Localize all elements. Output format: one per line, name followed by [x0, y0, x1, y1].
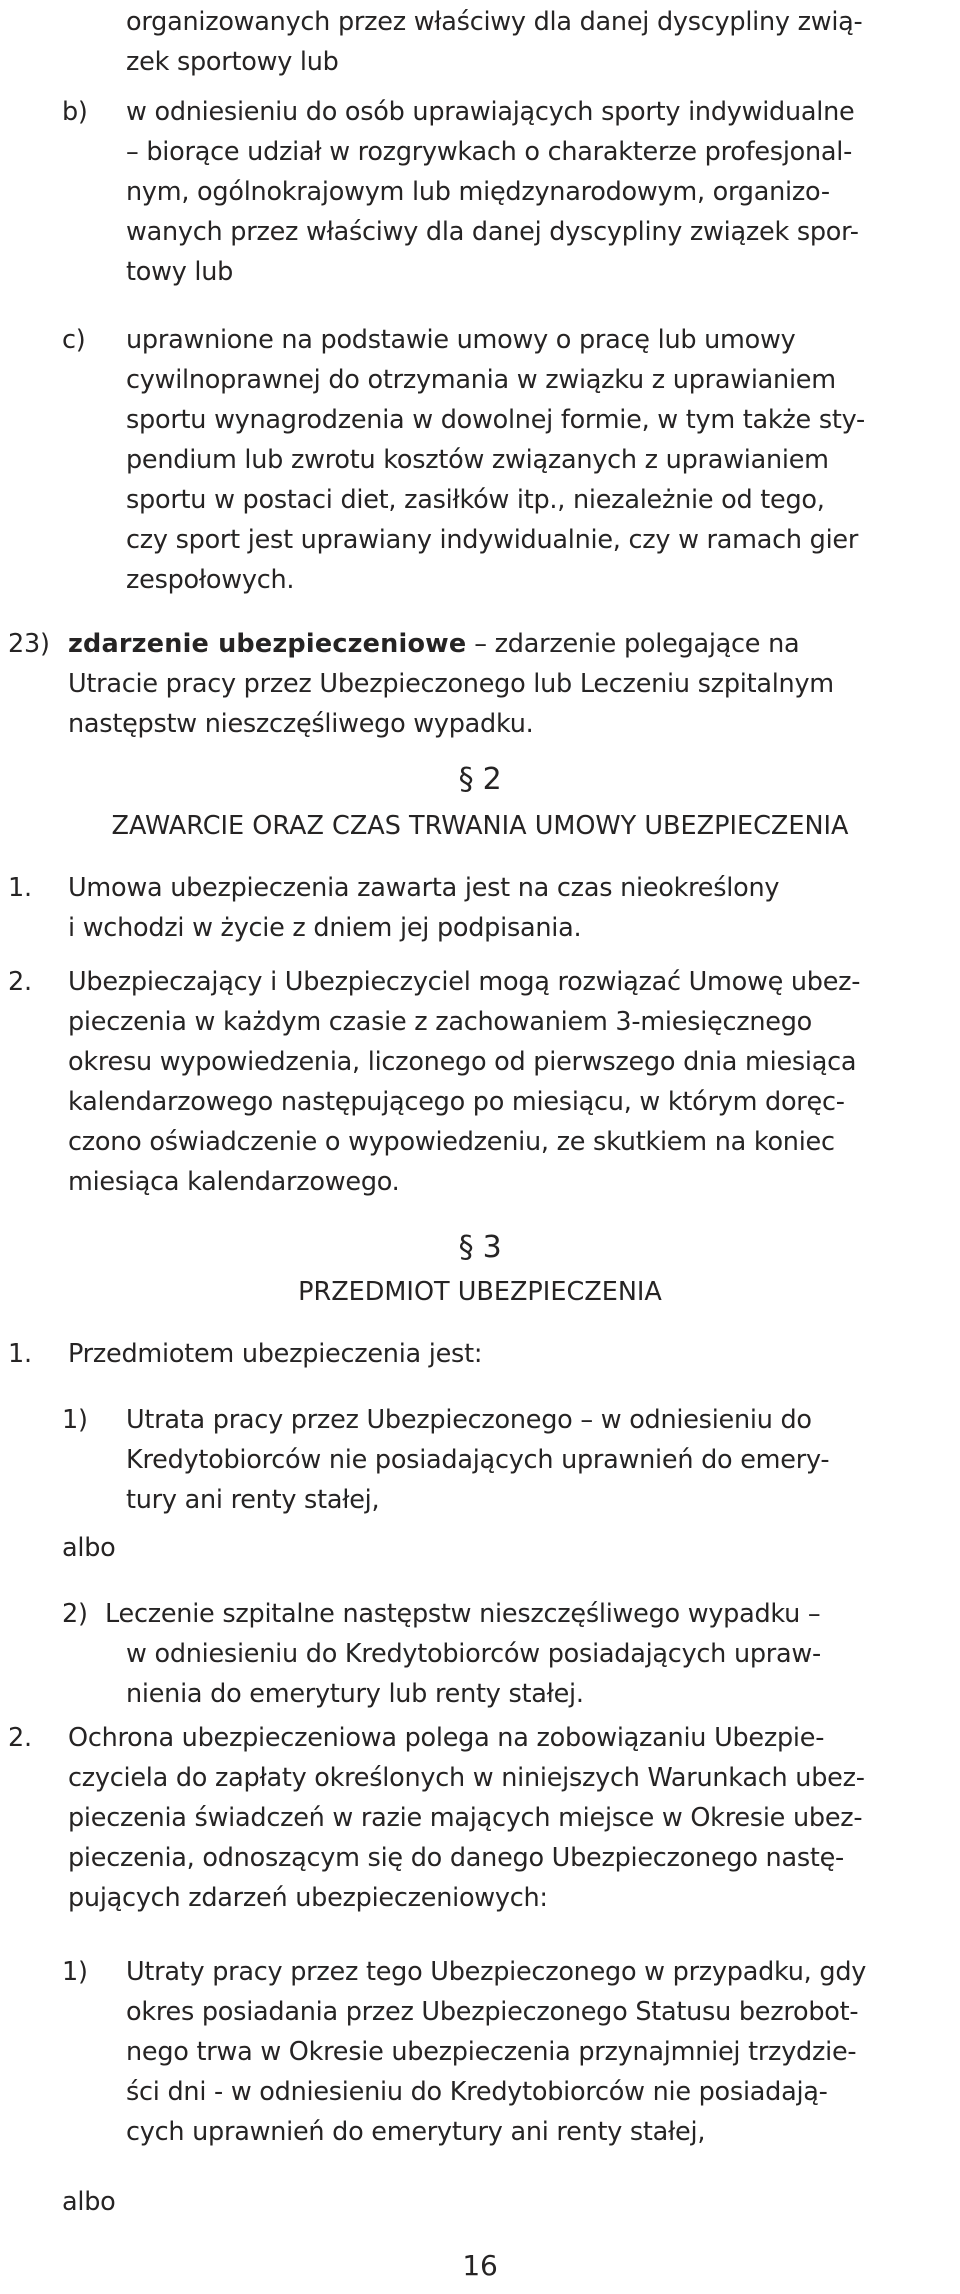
definition-number: 23): [8, 629, 50, 659]
paragraph-number: 1.: [8, 873, 32, 903]
paragraph-number: 1.: [8, 1339, 32, 1369]
paragraph-number: 2.: [8, 1723, 32, 1753]
text-line: pieczenia w każdym czasie z zachowaniem 3-miesięcznego: [68, 1007, 813, 1037]
item-number: 1): [62, 1957, 88, 1987]
text-line: Kredytobiorców nie posiadających uprawnień do emery-: [126, 1445, 830, 1475]
section-2-paragraph-1: [68, 868, 779, 948]
text-line: cych uprawnień do emerytury ani renty stałej,: [126, 2117, 706, 2147]
albo-connector: albo: [62, 1533, 116, 1563]
text-line: Utracie pracy przez Ubezpieczonego lub Leczeniu szpitalnym: [68, 669, 834, 699]
text-line: nym, ogólnokrajowym lub międzynarodowym, organizo-: [126, 177, 830, 207]
text-line: organizowanych przez właściwy dla danej dyscypliny zwią-: [126, 7, 863, 37]
text-line: Ochrona ubezpieczeniowa polega na zobowiązaniu Ubezpie-: [68, 1723, 825, 1753]
section-2-paragraph-2: [68, 962, 860, 1202]
text-line: miesiąca kalendarzowego.: [68, 1167, 400, 1197]
text-line: – biorące udział w rozgrywkach o charakterze profesjonal-: [126, 137, 853, 167]
text-line: okresu wypowiedzenia, liczonego od pierwszego dnia miesiąca: [68, 1047, 857, 1077]
text-line: w odniesieniu do Kredytobiorców posiadających upraw-: [126, 1639, 821, 1669]
text-line: następstw nieszczęśliwego wypadku.: [68, 709, 534, 739]
subject-item-1: [126, 1400, 829, 1520]
definition-text: – zdarzenie polegające na: [466, 629, 800, 659]
section-3-paragraph-2: [68, 1718, 865, 1918]
text-line: ści dni - w odniesieniu do Kredytobiorców nie posiadają-: [126, 2077, 828, 2107]
text-line: czy sport jest uprawiany indywidualnie, czy w ramach gier: [126, 525, 859, 555]
text-line: Leczenie szpitalne następstw nieszczęśliwego wypadku –: [105, 1599, 821, 1629]
item-number: 2): [62, 1599, 88, 1629]
section-2-mark: § 2: [458, 762, 502, 797]
text-line: Utrata pracy przez Ubezpieczonego – w odniesieniu do: [126, 1405, 812, 1435]
text-line: nienia do emerytury lub renty stałej.: [126, 1679, 584, 1709]
item-c-label: c): [62, 325, 86, 355]
text-line: Przedmiotem ubezpieczenia jest:: [68, 1339, 483, 1369]
definition-first-line: [68, 624, 834, 664]
item-a-continuation: [126, 2, 863, 82]
text-line: wanych przez właściwy dla danej dyscypliny związek spor-: [126, 217, 859, 247]
text-line: pieczenia świadczeń w razie mających miejsce w Okresie ubez-: [68, 1803, 863, 1833]
text-line: tury ani renty stałej,: [126, 1485, 380, 1515]
section-3-paragraph-1: [68, 1334, 482, 1374]
text-line: Utraty pracy przez tego Ubezpieczonego w przypadku, gdy: [126, 1957, 867, 1987]
text-line: pendium lub zwrotu kosztów związanych z uprawianiem: [126, 445, 829, 475]
text-line: i wchodzi w życie z dniem jej podpisania.: [68, 913, 582, 943]
text-line: pieczenia, odnoszącym się do danego Ubezpieczonego nastę-: [68, 1843, 845, 1873]
text-line: uprawnione na podstawie umowy o pracę lub umowy: [126, 325, 796, 355]
text-line: pujących zdarzeń ubezpieczeniowych:: [68, 1883, 548, 1913]
text-line: kalendarzowego następującego po miesiącu, w którym doręc-: [68, 1087, 845, 1117]
subject-item-2: [105, 1594, 821, 1714]
text-line: towy lub: [126, 257, 234, 287]
item-number: 1): [62, 1405, 88, 1435]
text-line: sportu w postaci diet, zasiłków itp., niezależnie od tego,: [126, 485, 825, 515]
text-line: sportu wynagrodzenia w dowolnej formie, w tym także sty-: [126, 405, 865, 435]
text-line: Umowa ubezpieczenia zawarta jest na czas nieokreślony: [68, 873, 780, 903]
text-line: czyciela do zapłaty określonych w niniejszych Warunkach ubez-: [68, 1763, 865, 1793]
text-line: zespołowych.: [126, 565, 295, 595]
text-line: Ubezpieczający i Ubezpieczyciel mogą rozwiązać Umowę ubez-: [68, 967, 861, 997]
text-line: nego trwa w Okresie ubezpieczenia przynajmniej trzydzie-: [126, 2037, 857, 2067]
text-line: zek sportowy lub: [126, 47, 339, 77]
section-3-mark: § 3: [458, 1230, 502, 1265]
item-c-text: [126, 320, 865, 600]
section-3-title: PRZEDMIOT UBEZPIECZENIA: [298, 1277, 662, 1307]
definition-23: [68, 624, 834, 744]
event-item-1: [126, 1952, 866, 2152]
section-2-title: ZAWARCIE ORAZ CZAS TRWANIA UMOWY UBEZPIECZENIA: [111, 811, 849, 841]
paragraph-number: 2.: [8, 967, 32, 997]
text-line: czono oświadczenie o wypowiedzeniu, ze skutkiem na koniec: [68, 1127, 835, 1157]
item-b-text: [126, 92, 859, 292]
text-line: cywilnoprawnej do otrzymania w związku z uprawianiem: [126, 365, 836, 395]
item-b-label: b): [62, 97, 88, 127]
page-number: 16: [462, 2249, 498, 2282]
text-line: w odniesieniu do osób uprawiających sporty indywidualne: [126, 97, 855, 127]
text-line: okres posiadania przez Ubezpieczonego Statusu bezrobot-: [126, 1997, 859, 2027]
albo-connector: albo: [62, 2187, 116, 2217]
defined-term: zdarzenie ubezpieczeniowe: [68, 629, 467, 659]
